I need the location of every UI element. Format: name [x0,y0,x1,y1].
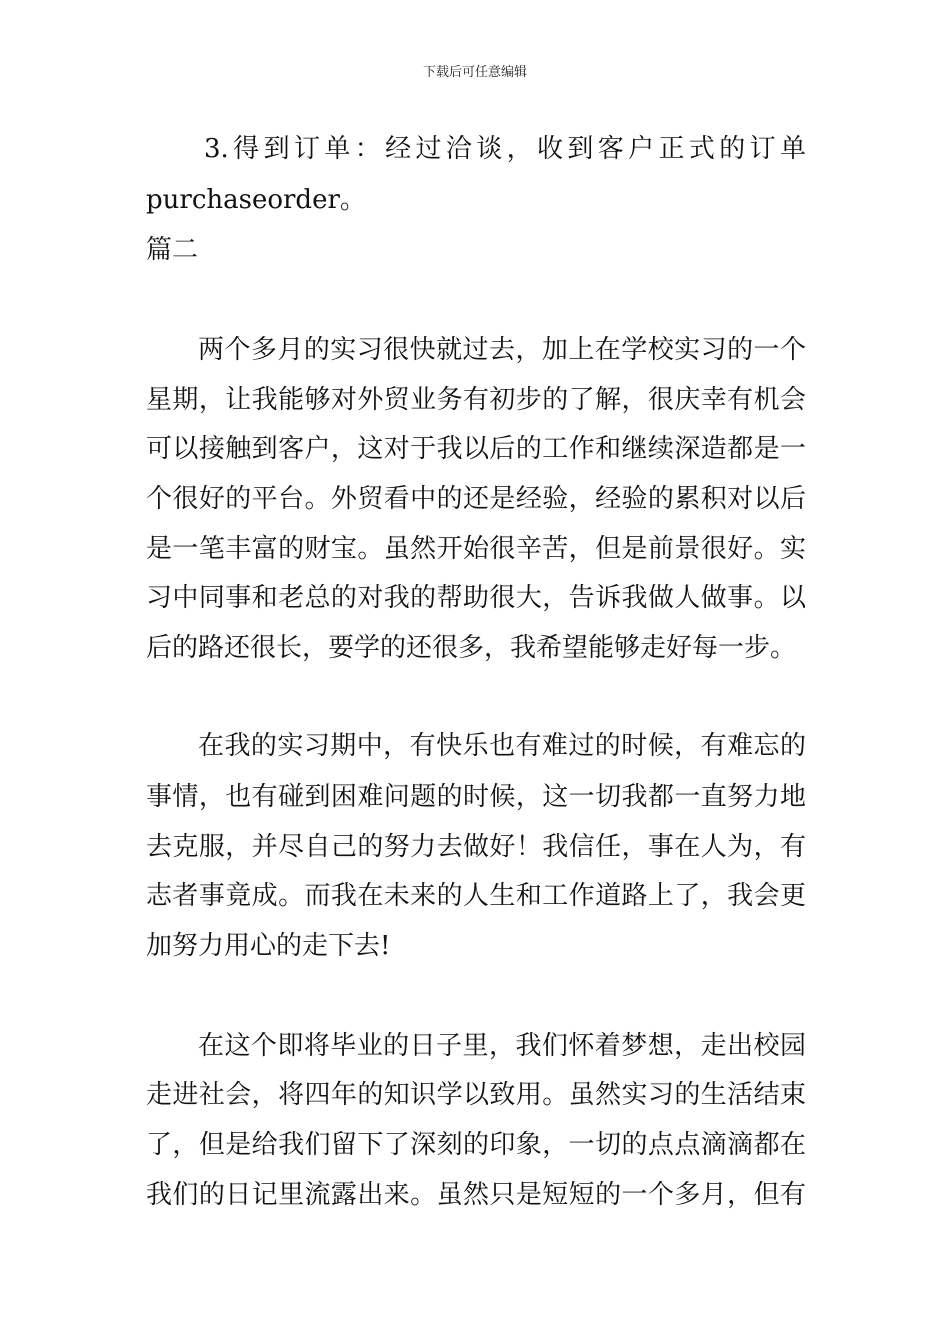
paragraph-1-line: 两个多月的实习很快就过去，加上在学校实习的一个 [198,335,806,365]
paragraph-1-line: 习中同事和老总的对我的帮助很大，告诉我做人做事。以 [146,583,806,613]
paragraph-1-line: 是一笔丰富的财宝。虽然开始很辛苦，但是前景很好。实 [146,534,806,564]
paragraph-2-line: 志者事竟成。而我在未来的人生和工作道路上了，我会更 [146,881,806,911]
item-3-line-2: purchaseorder。 [146,185,366,215]
paragraph-2-line: 在我的实习期中，有快乐也有难过的时候，有难忘的 [198,731,806,761]
paragraph-3-line: 在这个即将毕业的日子里，我们怀着梦想，走出校园 [198,1031,806,1061]
paragraph-2-line: 事情，也有碰到困难问题的时候，这一切我都一直努力地 [146,782,806,812]
item-3-line-1: 3.得到订单：经过洽谈，收到客户正式的订单 [204,134,806,164]
paragraph-2-line: 去克服，并尽自己的努力去做好！我信任，事在人为，有 [146,832,806,862]
paragraph-3-line: 了，但是给我们留下了深刻的印象，一切的点点滴滴都在 [146,1130,806,1160]
paragraph-3-line: 我们的日记里流露出来。虽然只是短短的一个多月，但有 [146,1180,806,1210]
paragraph-1-line: 可以接触到客户，这对于我以后的工作和继续深造都是一 [146,434,806,464]
page-header-note: 下载后可任意编辑 [422,65,527,80]
paragraph-1-line: 个很好的平台。外贸看中的还是经验，经验的累积对以后 [146,484,806,514]
paragraph-1-line: 后的路还很长，要学的还很多，我希望能够走好每一步。 [146,633,797,663]
paragraph-2-line: 加努力用心的走下去! [146,931,391,961]
paragraph-1-line: 星期，让我能够对外贸业务有初步的了解，很庆幸有机会 [146,385,806,415]
section-title: 篇二 [146,235,199,265]
paragraph-3-line: 走进社会，将四年的知识学以致用。虽然实习的生活结束 [146,1080,806,1110]
